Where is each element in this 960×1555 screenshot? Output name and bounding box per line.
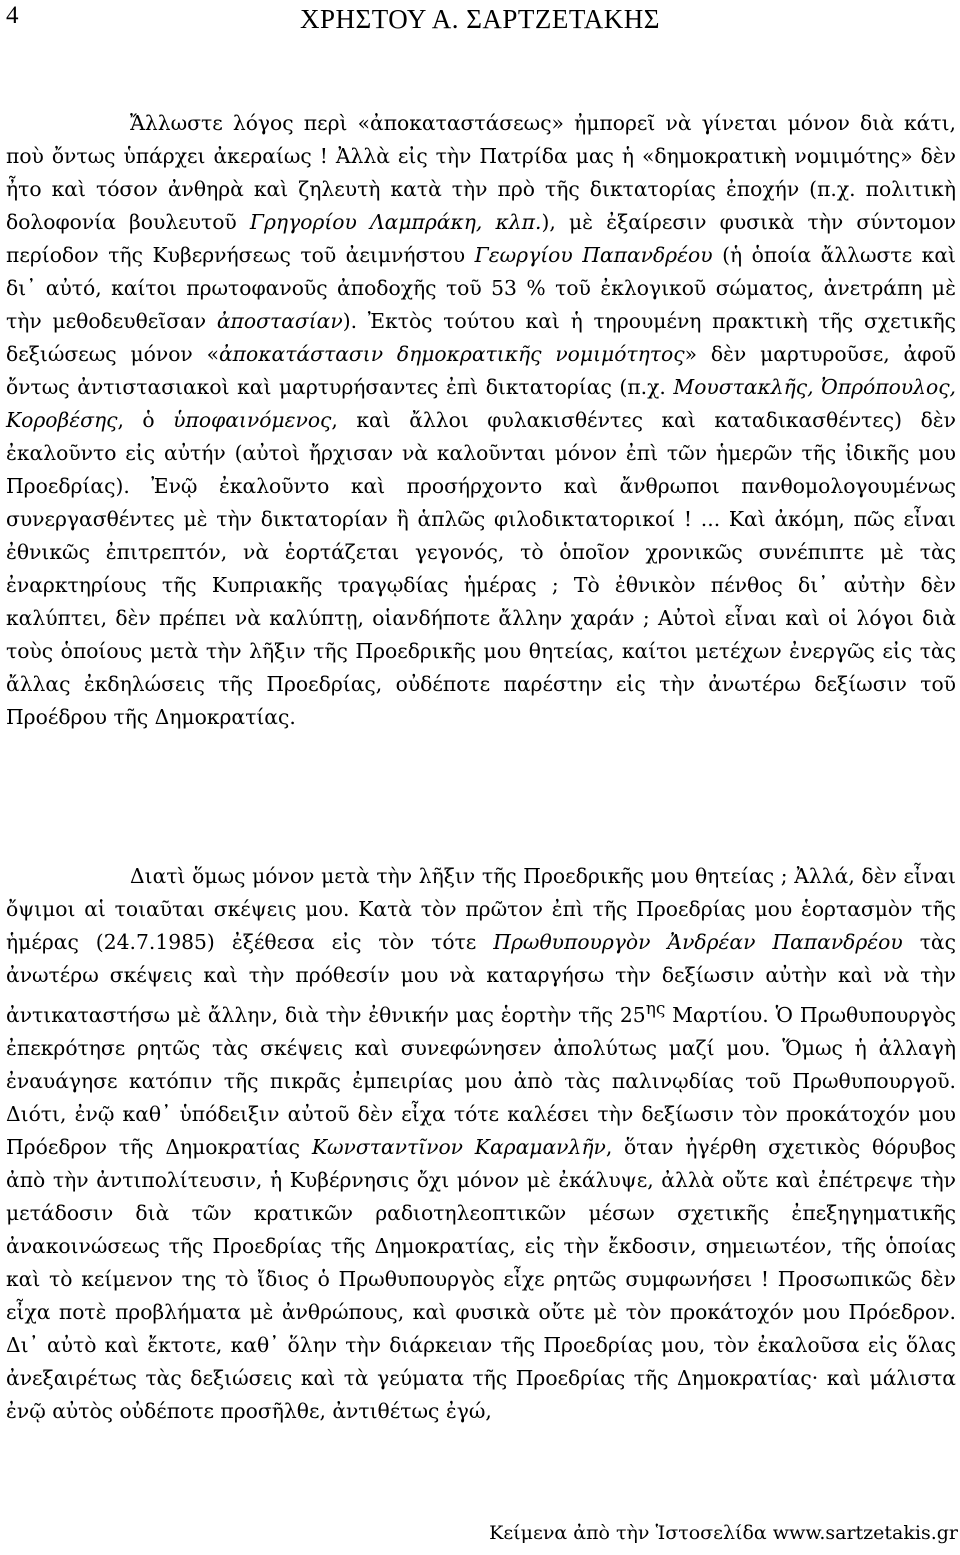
- italic-term: ἀποστασίαν: [216, 309, 343, 333]
- text-run: τὰς ἀνωτέρω σκέψεις καὶ τὴν πρόθεσίν μου νὰ καταργήσω τὴν δεξίωσιν αὐτὴν καὶ νὰ τὴν ἀντικαταστήσω μὲ ἄλλην, διὰ τὴν ἐθνικήν μας ἑορτὴν τῆς 25: [6, 930, 956, 1027]
- italic-name: Κωνσταντῖνον Καραμανλῆν: [311, 1134, 606, 1159]
- text-run: ), μὲ ἐξαίρεσιν φυσικὰ τὴν σύντομον περίοδον τῆς Κυβερνήσεως τοῦ ἀειμνήστου: [6, 210, 957, 267]
- italic-name: Γρηγορίου Λαμπράκη, κλπ.: [249, 210, 542, 234]
- text-run: , καὶ ἄλλοι φυλακισθέντες καὶ καταδικασθέντες) δὲν ἐκαλοῦντο εἰς αὐτήν (αὐτοὶ ἤρχισαν νὰ καλοῦνται μόνον ἐπὶ τῶν ἡμερῶν τῆς ἰδικῆς μου Προεδρίας). Ἐνῷ ἐκαλοῦντο καὶ προσήρχοντο καὶ ἄνθρωποι πανθομολογουμένως συνεργασθέντες μὲ τὴν δικτατορίαν ἢ ἁπλῶς φιλοδικτατορικοί ! ... Καὶ ἀκόμη, πῶς εἶναι ἐθνικῶς ἐπιτρεπτόν, νὰ ἑορτάζεται γεγονός, τὸ ὁποῖον χρονικῶς συνέπιπτε μὲ τὰς ἐναρκτηρίους τῆς Κυπριακῆς τραγῳδίας ἡμέρας ; Τὸ ἐθνικὸν πένθος δι᾽ αὐτὴν δὲν καλύπτει, δὲν πρέπει νὰ καλύπτῃ, οἱανδήποτε ἄλλην χαράν ; Αὐτοὶ εἶναι καὶ οἱ λόγοι διὰ τοὺς ὁποίους μετὰ τὴν λῆξιν τῆς Προεδρικῆς μου θητείας, καίτοι μετέχων ἐνεργῶς εἰς τὰς ἄλλας ἐκδηλώσεις τῆς Προεδρίας, οὐδέποτε παρέστην εἰς τὴν ἀνωτέρω δεξίωσιν τοῦ Προέδρου τῆς Δημοκρατίας.: [6, 408, 956, 729]
- text-run: » δὲν μαρτυροῦσε, ἀφοῦ ὄντως ἀντιστασιακοὶ καὶ μαρτυρήσαντες ἐπὶ δικτατορίας (π.χ.: [6, 342, 956, 399]
- italic-names: Μουστακλῆς, Ὀπρόπουλος, Κοροβέσης: [6, 375, 957, 432]
- page-number: 4: [6, 2, 19, 29]
- running-header: ΧΡΗΣΤΟΥ Α. ΣΑΡΤΖΕΤΑΚΗΣ: [300, 4, 660, 34]
- italic-name: Γεωργίου Παπανδρέου: [474, 243, 713, 267]
- text-run: Ἄλλωστε λόγος περὶ «ἀποκαταστάσεως» ἠμπορεῖ νὰ γίνεται μόνον διὰ κάτι, ποὺ ὄντως ὑπάρχει ἀκεραίως ! Ἀλλὰ εἰς τὴν Πατρίδα μας ἡ «δημοκρατικὴ νομιμότης» δὲν ἦτο καὶ τόσον ἀνθηρὰ καὶ ζηλευτὴ κατὰ τὴν πρὸ τῆς δικτατορίας ἐποχήν (π.χ. πολιτικὴ δολοφονία βουλευτοῦ: [6, 111, 956, 234]
- text-run: , ὅταν ἠγέρθη σχετικὸς θόρυβος ἀπὸ τὴν ἀντιπολίτευσιν, ἡ Κυβέρνησις ὄχι μόνον μὲ ἐκάλυψε, ἀλλὰ οὔτε καὶ ἐπέτρεψε τὴν μετάδοσιν διὰ τῶν κρατικῶν ραδιοτηλεοπτικῶν μέσων σχετικῆς ἐπεξηγηματικῆς ἀνακοινώσεως τῆς Προεδρίας τῆς Δημοκρατίας, εἰς τὴν ἔκδοσιν, σημειωτέον, τῆς ὁποίας καὶ τὸ κείμενον της τὸ ἴδιος ὁ Πρωθυπουργὸς εἶχε ρητῶς συμφωνήσει ! Προσωπικῶς δὲν εἶχα ποτὲ προβλήματα μὲ ἀνθρώπους, καὶ φυσικὰ οὔτε μὲ τὸν προκάτοχόν μου Πρόεδρον. Δι᾽ αὐτὸ καὶ ἔκτοτε, καθ᾽ ὅλην τὴν διάρκειαν τῆς Προεδρίας μου, τὸν ἐκαλοῦσα εἰς ὅλας ἀνεξαιρέτως τὰς δεξιώσεις καὶ τὰ γεύματα τῆς Προεδρίας τῆς Δημοκρατίας· καὶ μάλιστα ἐνῷ αὐτὸς οὐδέποτε προσῆλθε, ἀντιθέτως ἐγώ,: [6, 1134, 957, 1423]
- italic-term: ἀποκατάστασιν δημοκρατικῆς νομιμότητος: [218, 342, 685, 366]
- italic-term: ὑποφαινόμενος: [173, 408, 332, 432]
- text-run: Διατὶ ὅμως μόνον μετὰ τὴν λῆξιν τῆς Προεδρικῆς μου θητείας ; Ἀλλά, δὲν εἶναι ὄψιμοι αἱ τοιαῦται σκέψεις μου. Κατὰ τὸν πρῶτον ἐπὶ τῆς Προεδρίας μου ἑορτασμὸν τῆς ἡμέρας (24.7.1985) ἐξέθεσα εἰς τὸν τότε: [6, 864, 956, 954]
- ordinal-superscript: ης: [645, 998, 666, 1018]
- text-run: ). Ἐκτὸς τούτου καὶ ἡ τηρουμένη πρακτικὴ τῆς σχετικῆς δεξιώσεως μόνον «: [6, 309, 956, 366]
- text-run: Μαρτίου. Ὁ Πρωθυπουργὸς ἐπεκρότησε ρητῶς τὰς σκέψεις καὶ συνεφώνησεν ἀπολύτως μαζί μου. Ὅμως ἡ ἀλλαγὴ ἐναυάγησε κατόπιν τῆς πικρᾶς ἐμπειρίας μου ἀπὸ τὰς παλινῳδίας τοῦ Πρωθυπουργοῦ. Διότι, ἐνῷ καθ᾽ ὑπόδειξιν αὐτοῦ δὲν εἶχα τότε καλέσει τὴν δεξίωσιν τὸν προκάτοχόν μου Πρόεδρον τῆς Δημοκρατίας: [6, 1002, 957, 1159]
- text-run: , ὁ: [117, 408, 174, 432]
- footer-source: Κείμενα ἀπὸ τὴν Ἱστοσελίδα www.sartzetakis.gr: [489, 1522, 958, 1544]
- paragraph-2: [6, 860, 956, 1428]
- text-run: (ἡ ὁποία ἄλλωστε καὶ δι᾽ αὐτό, καίτοι πρωτοφανοῦς ἀποδοχῆς τοῦ 53 % τοῦ ἐκλογικοῦ σώματος, ἀνετράπη μὲ τὴν μεθοδευθεῖσαν: [6, 243, 956, 333]
- paragraph-1: [6, 107, 956, 734]
- italic-name: Πρωθυπουργὸν Ἀνδρέαν Παπανδρέου: [493, 930, 903, 954]
